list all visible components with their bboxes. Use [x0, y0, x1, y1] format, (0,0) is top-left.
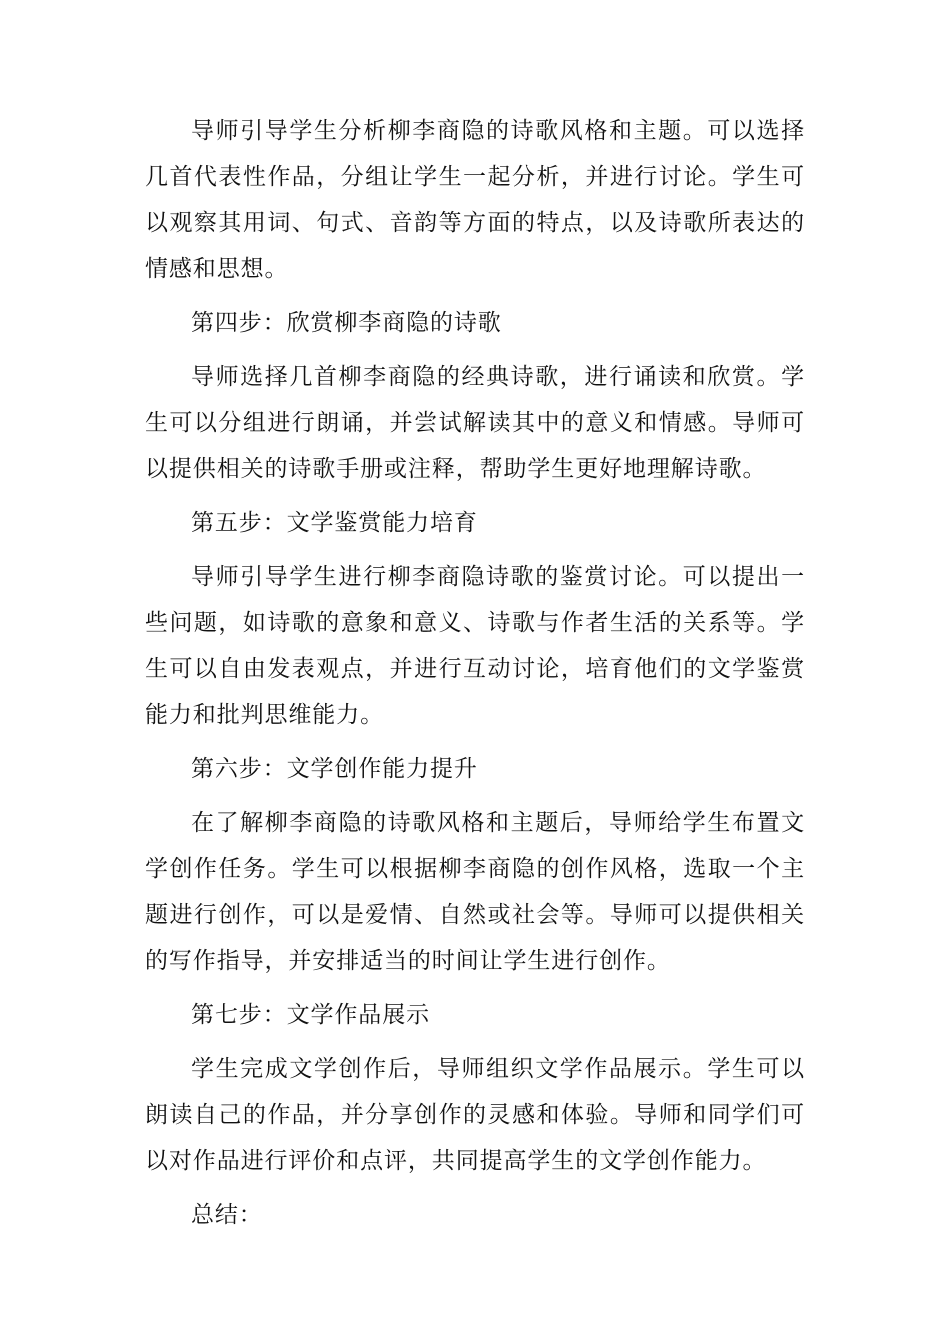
paragraph-analysis: 导师引导学生分析柳李商隐的诗歌风格和主题。可以选择几首代表性作品，分组让学生一起分析，并进行讨论。学生可以观察其用词、句式、音韵等方面的特点，以及诗歌所表达的情感和思想。 — [145, 118, 805, 282]
document-page — [145, 108, 805, 1246]
paragraph-creation: 在了解柳李商隐的诗歌风格和主题后，导师给学生布置文学创作任务。学生可以根据柳李商隐的创作风格，选取一个主题进行创作，可以是爱情、自然或社会等。导师可以提供相关的写作指导，并安排适当的时间让学生进行创作。 — [145, 810, 805, 974]
paragraph-appreciation: 导师选择几首柳李商隐的经典诗歌，进行诵读和欣赏。学生可以分组进行朗诵，并尝试解读其中的意义和情感。导师可以提供相关的诗歌手册或注释，帮助学生更好地理解诗歌。 — [145, 364, 805, 482]
heading-summary: 总结： — [191, 1202, 263, 1228]
paragraph-discussion: 导师引导学生进行柳李商隐诗歌的鉴赏讨论。可以提出一些问题，如诗歌的意象和意义、诗歌与作者生活的关系等。学生可以自由发表观点，并进行互动讨论，培育他们的文学鉴赏能力和批判思维能力。 — [145, 564, 805, 728]
heading-step-five: 第五步：文学鉴赏能力培育 — [191, 510, 478, 536]
heading-step-four: 第四步：欣赏柳李商隐的诗歌 — [191, 310, 502, 336]
paragraph-showcase: 学生完成文学创作后，导师组织文学作品展示。学生可以朗读自己的作品，并分享创作的灵感和体验。导师和同学们可以对作品进行评价和点评，共同提高学生的文学创作能力。 — [145, 1056, 805, 1174]
heading-step-six: 第六步：文学创作能力提升 — [191, 756, 478, 782]
heading-step-seven: 第七步：文学作品展示 — [191, 1002, 430, 1028]
